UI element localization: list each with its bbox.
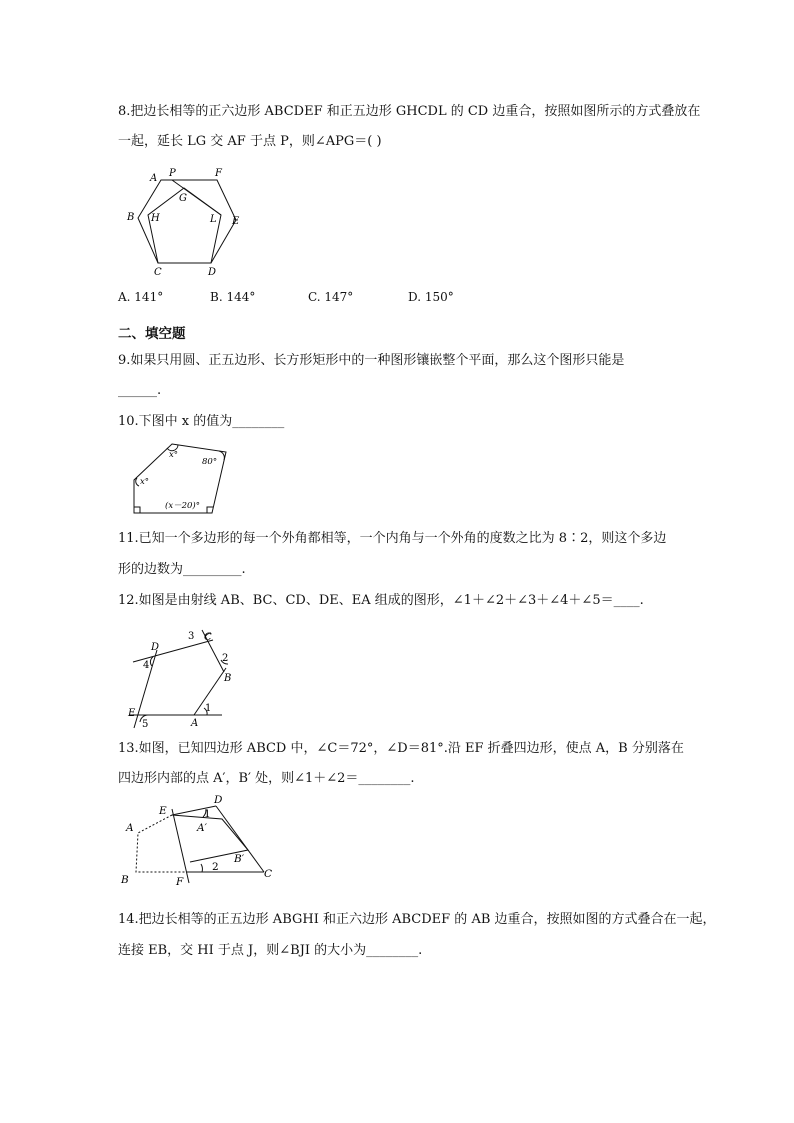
q12-label-a: A	[191, 718, 199, 729]
q12-label-5: 5	[142, 719, 149, 730]
q8-label-f: F	[215, 168, 222, 179]
q12-label-1: 1	[205, 703, 212, 714]
q10-text: 10.下图中 x 的值为________	[118, 414, 285, 429]
q11-line2: 形的边数为_________.	[118, 562, 246, 577]
q13-line1: 13.如图，已知四边形 ABCD 中，∠C＝72°，∠D＝81°.沿 EF 折叠四边形，使点 A，B 分别落在	[118, 741, 684, 756]
q12-label-b: B	[224, 673, 232, 684]
q10-label-x-top: x°	[169, 450, 179, 460]
q13-original-edges	[136, 815, 186, 872]
q13-label-a-prime: A′	[197, 822, 207, 834]
q14-line1: 14.把边长相等的正五边形 ABGHI 和正六边形 ABCDEF 的 AB 边重合，按照如图的方式叠合在一起，	[118, 912, 716, 927]
q10-angle-arc-right	[219, 451, 224, 460]
q8-label-c: C	[154, 267, 162, 278]
q12-label-d: D	[151, 642, 160, 653]
q13-label-d: D	[214, 795, 223, 806]
q12-label-4: 4	[143, 660, 150, 671]
q8-label-b: B	[127, 212, 135, 223]
q13-label-b-prime: B′	[234, 853, 245, 865]
q8-option-b[interactable]: B. 144°	[210, 290, 256, 304]
q8-line1: 8.把边长相等的正六边形 ABCDEF 和正五边形 GHCDL 的 CD 边重合，按照如图所示的方式叠放在	[118, 104, 701, 119]
q8-option-d[interactable]: D. 150°	[408, 290, 454, 304]
q10-label-80: 80°	[202, 457, 218, 467]
q13-label-f: F	[176, 876, 184, 888]
q11-line1: 11.已知一个多边形的每一个外角都相等，一个内角与一个外角的度数之比为 8∶2，则这个多边	[118, 531, 667, 546]
q13-label-b: B	[121, 874, 129, 886]
q8-label-a: A	[150, 173, 158, 184]
q12-label-3: 3	[188, 631, 195, 642]
q14-line2: 连接 EB，交 HI 于点 J，则∠BJI 的大小为________.	[118, 943, 423, 958]
section-title-fill-blank: 二、填空题	[118, 326, 186, 342]
q8-option-a[interactable]: A. 141°	[118, 290, 164, 304]
q12-figure	[118, 624, 248, 732]
q8-label-g: G	[179, 193, 187, 204]
q8-label-p: P	[169, 168, 176, 179]
q13-label-e: E	[159, 805, 167, 817]
q13-figure	[118, 795, 288, 890]
q8-label-e: E	[232, 216, 240, 227]
q10-label-x-minus-20: (x－20)°	[165, 501, 200, 511]
q12-label-c: C	[204, 632, 212, 643]
q13-arc-2	[201, 864, 202, 872]
q9-line1: 9.如果只用圆、正五边形、长方形矩形中的一种图形镶嵌整个平面，那么这个图形只能是	[118, 353, 625, 368]
q10-angle-arc-left	[136, 478, 139, 486]
q8-label-h: H	[151, 213, 160, 224]
q13-label-1: 1	[204, 808, 211, 820]
q12-label-2: 2	[222, 653, 229, 664]
q8-option-c[interactable]: C. 147°	[308, 290, 354, 304]
q9-line2: ______.	[118, 383, 162, 398]
q10-figure	[118, 438, 238, 518]
q8-line2: 一起，延长 LG 交 AF 于点 P，则∠APG＝( )	[118, 134, 382, 149]
q8-label-l: L	[210, 214, 217, 225]
q13-label-2: 2	[212, 861, 219, 873]
q13-line2: 四边形内部的点 A′，B′ 处，则∠1＋∠2＝________.	[118, 771, 415, 786]
q10-right-angle-left	[134, 507, 140, 513]
q10-label-x-left: x°	[140, 477, 150, 487]
q8-figure	[118, 160, 258, 280]
q13-label-c: C	[264, 868, 273, 880]
q12-label-e: E	[128, 708, 136, 719]
q12-text: 12.如图是由射线 AB、BC、CD、DE、EA 组成的图形，∠1＋∠2＋∠3＋∠4＋∠5＝____.	[118, 593, 644, 608]
ray-cd	[133, 640, 213, 662]
q13-label-a: A	[126, 822, 134, 834]
q8-label-d: D	[208, 267, 217, 278]
